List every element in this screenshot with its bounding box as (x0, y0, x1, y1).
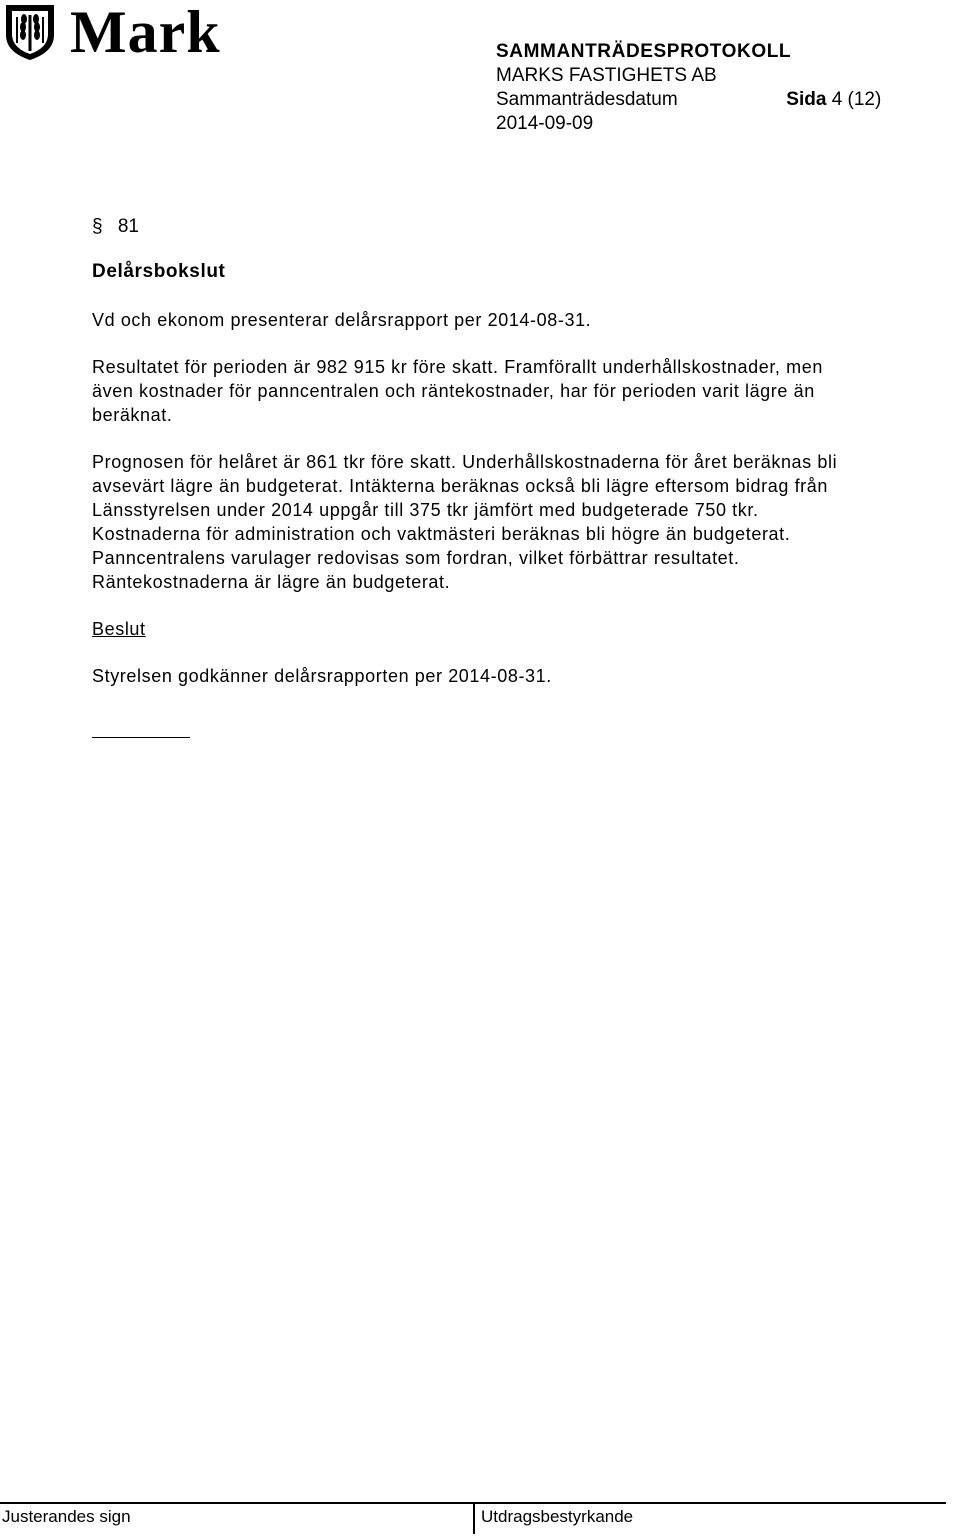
paragraph-line: Panncentralens varulager redovisas som fordran, vilket förbättrar resultatet. (92, 548, 740, 568)
signature-field-label: Justerandes sign (2, 1507, 131, 1526)
decision-heading: Beslut (92, 619, 146, 639)
paragraph-symbol: § (92, 216, 103, 237)
municipal-crest-icon (4, 3, 56, 61)
logo (4, 0, 221, 65)
meeting-date-label: Sammanträdesdatum (496, 89, 678, 110)
intro-paragraph: Vd och ekonom presenterar delårsrapport per 2014-08-31. (92, 310, 592, 330)
section-number: 81 (117, 216, 139, 237)
paragraph-line: Räntekostnaderna är lägre än budgeterat. (92, 572, 451, 592)
paragraph-line: även kostnader för panncentralen och räntekostnader, har för perioden varit lägre än (92, 381, 815, 401)
footer-divider (473, 1502, 475, 1534)
certification-field-label: Utdragsbestyrkande (481, 1507, 634, 1526)
paragraph-line: beräknat. (92, 405, 173, 425)
result-paragraph (92, 355, 960, 427)
paragraph-line: Resultatet för perioden är 982 915 kr före skatt. Framförallt underhållskostnader, men (92, 357, 823, 377)
organization-name: MARKS FASTIGHETS AB (496, 65, 717, 86)
page-number: 4 (12) (831, 89, 882, 110)
forecast-paragraph (92, 450, 960, 594)
page-label: Sida (786, 89, 827, 110)
document-type: SAMMANTRÄDESPROTOKOLL (496, 41, 792, 62)
meeting-date: 2014-09-09 (496, 113, 594, 134)
section-end-rule (92, 737, 190, 738)
paragraph-line: Länsstyrelsen under 2014 uppgår till 375 tkr jämfört med budgeterade 750 tkr. (92, 500, 759, 520)
section-number-line (92, 214, 139, 240)
decision-text: Styrelsen godkänner delårsrapporten per 2014-08-31. (92, 666, 552, 686)
document-header (496, 40, 881, 136)
section-title: Delårsbokslut (92, 261, 226, 282)
logo-wordmark: Mark (70, 0, 221, 65)
minutes-content (92, 260, 960, 688)
paragraph-line: avsevärt lägre än budgeterat. Intäkterna beräknas också bli lägre eftersom bidrag från (92, 476, 828, 496)
date-page-row (496, 88, 881, 112)
paragraph-line: Prognosen för helåret är 861 tkr före skatt. Underhållskostnaderna för året beräknas bli (92, 452, 838, 472)
paragraph-line: Kostnaderna för administration och vaktmästeri beräknas bli högre än budgeterat. (92, 524, 791, 544)
